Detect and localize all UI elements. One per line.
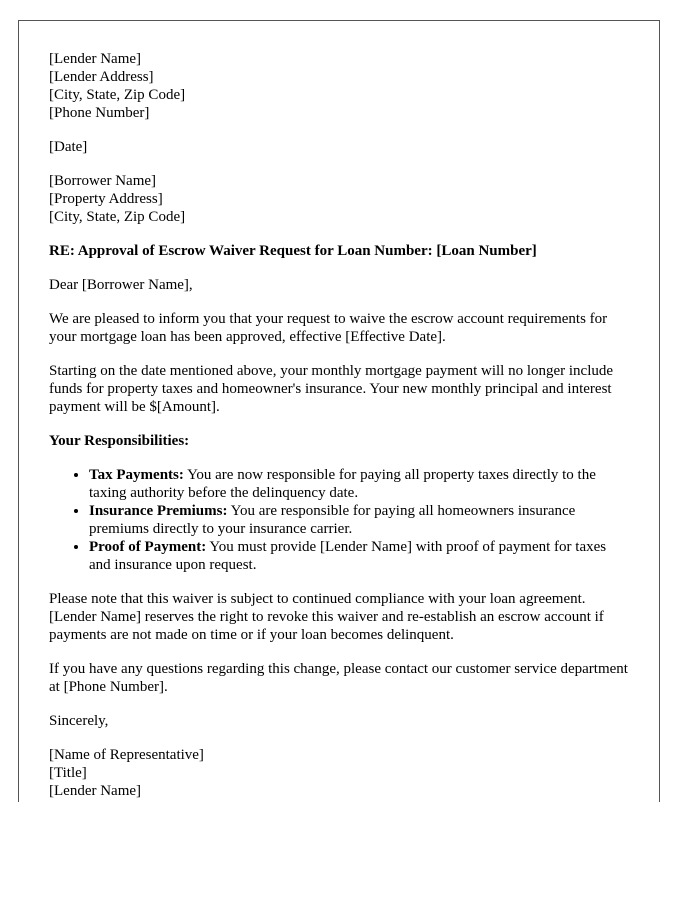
list-item-text: You are responsible for paying all homeowners insurance premiums directly to your insurance carrier. [89, 503, 576, 537]
letter-subject: RE: Approval of Escrow Waiver Request for Loan Number: [Loan Number] [49, 243, 537, 259]
sender-city-state-zip: [City, State, Zip Code] [49, 87, 186, 103]
list-item-tax-payments [89, 466, 629, 502]
recipient-address-block [49, 172, 629, 226]
recipient-name: [Borrower Name] [49, 173, 157, 189]
list-item-proof-of-payment [89, 538, 629, 574]
recipient-address: [Property Address] [49, 191, 163, 207]
signoff: Sincerely, [49, 713, 109, 729]
salutation: Dear [Borrower Name], [49, 277, 193, 293]
recipient-city-state-zip: [City, State, Zip Code] [49, 209, 186, 225]
list-item-text: You are now responsible for paying all property taxes directly to the taxing authority before the delinquency date. [89, 467, 596, 501]
sender-name: [Lender Name] [49, 51, 142, 67]
responsibilities-list [49, 466, 629, 574]
signature-name: [Name of Representative] [49, 747, 204, 763]
list-item-insurance-premiums [89, 502, 629, 538]
list-item-title: Tax Payments: [89, 467, 184, 483]
body-paragraph-payment-change: Starting on the date mentioned above, your monthly mortgage payment will no longer include funds for property taxes and homeowner's insurance. Your new monthly principal and interest payment will be $[Amount]. [49, 363, 614, 415]
body-paragraph-compliance: Please note that this waiver is subject to continued compliance with your loan agreement. [Lender Name] reserves the right to revoke this waiver and re-establish an escrow account if payments are not made on time or if your loan becomes delinquent. [49, 591, 604, 643]
list-item-text: You must provide [Lender Name] with proof of payment for taxes and insurance upon request. [89, 539, 607, 573]
list-item-title: Insurance Premiums: [89, 503, 228, 519]
signature-title: [Title] [49, 765, 87, 781]
list-item-title: Proof of Payment: [89, 539, 207, 555]
responsibilities-heading: Your Responsibilities: [49, 433, 190, 449]
signature-lender: [Lender Name] [49, 783, 142, 799]
sender-address: [Lender Address] [49, 69, 154, 85]
signature-block [49, 746, 629, 800]
body-paragraph-contact: If you have any questions regarding this change, please contact our customer service department at [Phone Number]. [49, 661, 628, 695]
sender-phone: [Phone Number] [49, 105, 150, 121]
letter-date: [Date] [49, 139, 88, 155]
letter-page [18, 20, 660, 802]
sender-address-block [49, 50, 629, 122]
body-paragraph-approval: We are pleased to inform you that your request to waive the escrow account requirements for your mortgage loan has been approved, effective [Effective Date]. [49, 311, 608, 345]
